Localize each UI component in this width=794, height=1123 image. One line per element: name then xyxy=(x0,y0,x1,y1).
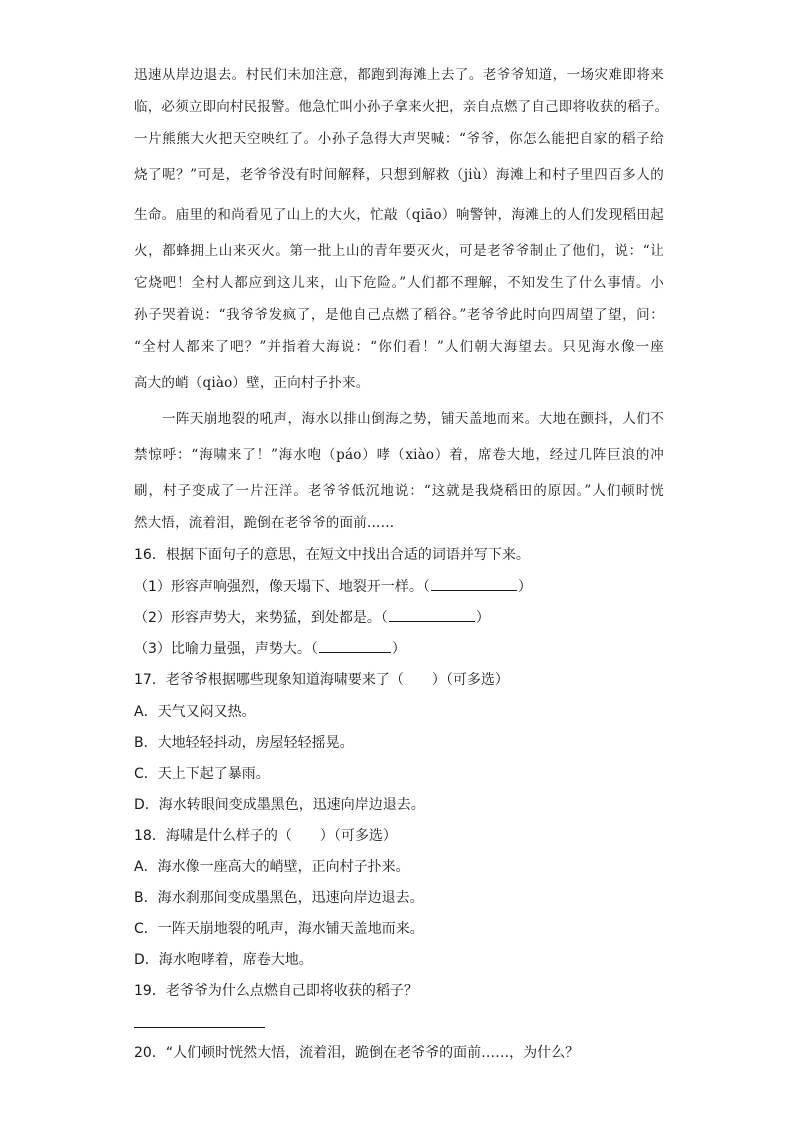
answer-blank[interactable] xyxy=(431,578,517,591)
fill-item xyxy=(134,578,654,596)
option-b[interactable]: B．大地轻轻抖动，房屋轻轻摇晃。 xyxy=(134,735,354,751)
passage-line: 孙子哭着说：“我爷爷发疯了，是他自己点燃了稻谷。”老爷爷此时向四周望了望，问： xyxy=(134,307,664,323)
passage-line: 烧了呢？”可是，老爷爷没有时间解释，只想到解救（jiù）海滩上和村子里四百多人的 xyxy=(134,167,664,183)
option-a[interactable]: A．天气又闷又热。 xyxy=(134,704,256,720)
passage-line: 迅速从岸边退去。村民们未加注意，都跑到海滩上去了。老爷爷知道，一场灾难即将来 xyxy=(134,67,664,83)
question-stem: 17．老爷爷根据哪些现象知道海啸要来了（ ）（可多选） xyxy=(134,672,509,688)
answer-line[interactable] xyxy=(134,1027,265,1028)
passage-line: 生命。庙里的和尚看见了山上的大火，忙敲（qiāo）响警钟，海滩上的人们发现稻田起 xyxy=(134,207,664,223)
question-stem: 18．海啸是什么样子的（ ）（可多选） xyxy=(134,828,397,844)
passage-line: 一阵天崩地裂的吼声，海水以排山倒海之势，铺天盖地而来。大地在颤抖，人们不 xyxy=(134,411,664,427)
option-d[interactable]: D．海水转眼间变成墨黑色，迅速向岸边退去。 xyxy=(134,797,425,813)
answer-blank[interactable] xyxy=(319,640,391,653)
passage-line: 高大的峭（qiào）壁，正向村子扑来。 xyxy=(134,375,370,391)
answer-blank[interactable] xyxy=(389,609,475,622)
passage-line: 它烧吧！全村人都应到这儿来，山下危险。”人们都不理解，不知发生了什么事情。小 xyxy=(134,275,664,291)
passage-line: 然大悟，流着泪，跪倒在老爷爷的面前…… xyxy=(134,515,395,531)
fill-item-suffix: ） xyxy=(517,579,532,595)
passage-line: 禁惊呼：“海啸来了！”海水咆（páo）哮（xiào）着，席卷大地，经过几阵巨浪的冲 xyxy=(134,447,664,463)
passage-line: 刷，村子变成了一片汪洋。老爷爷低沉地说：“这就是我烧稻田的原因。”人们顿时恍 xyxy=(134,483,664,499)
fill-item-suffix: ） xyxy=(391,641,406,657)
passage-line: 临，必须立即向村民报警。他急忙叫小孙子拿来火把，亲自点燃了自己即将收获的稻子。 xyxy=(134,99,669,115)
option-c[interactable]: C．天上下起了暴雨。 xyxy=(134,766,270,782)
option-b[interactable]: B．海水刹那间变成墨黑色，迅速向岸边退去。 xyxy=(134,890,424,906)
option-c[interactable]: C．一阵天崩地裂的吼声，海水铺天盖地而来。 xyxy=(134,921,424,937)
option-d[interactable]: D．海水咆哮着，席卷大地。 xyxy=(134,952,313,968)
fill-item xyxy=(134,609,654,627)
option-a[interactable]: A．海水像一座高大的峭壁，正向村子扑来。 xyxy=(134,859,410,875)
passage-line: 一片熊熊大火把天空映红了。小孙子急得大声哭喊：“爷爷，你怎么能把自家的稻子给 xyxy=(134,131,664,147)
fill-item xyxy=(134,640,654,658)
fill-item-prefix: （3）比喻力量强，声势大。（ xyxy=(134,641,318,657)
fill-item-prefix: （1）形容声响强烈，像天塌下、地裂开一样。（ xyxy=(134,579,430,595)
passage-line: 火，都蜂拥上山来灭火。第一批上山的青年要灭火，可是老爷爷制止了他们，说：“让 xyxy=(134,243,664,259)
question-stem: 20．“人们顿时恍然大悟，流着泪，跪倒在老爷爷的面前……，为什么？ xyxy=(134,1045,580,1061)
question-stem: 19．老爷爷为什么点燃自己即将收获的稻子？ xyxy=(134,983,418,999)
fill-item-suffix: ） xyxy=(475,610,490,626)
passage-line: “全村人都来了吧？”并指着大海说：“你们看！”人们朝大海望去。只见海水像一座 xyxy=(134,339,664,355)
fill-item-prefix: （2）形容声势大，来势猛，到处都是。（ xyxy=(134,610,388,626)
question-stem: 16．根据下面句子的意思，在短文中找出合适的词语并写下来。 xyxy=(134,547,530,563)
